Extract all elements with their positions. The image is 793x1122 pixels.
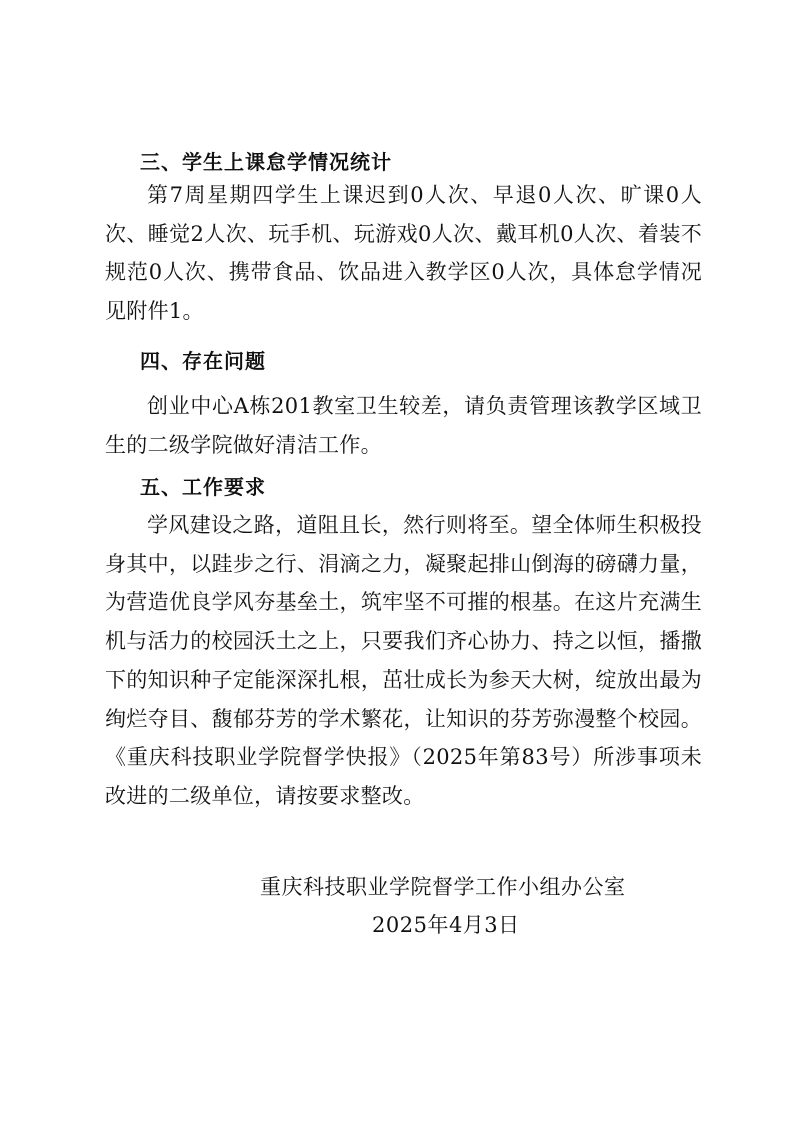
- section-heading-5: 五、工作要求: [140, 475, 266, 499]
- section-heading-3: 三、学生上课怠学情况统计: [140, 150, 392, 174]
- signature-organization: 重庆科技职业学院督学工作小组办公室: [260, 875, 626, 899]
- section-body-4: 创业中心A栋201教室卫生较差，请负责管理该教学区域卫生的二级学院做好清洁工作。: [105, 394, 702, 457]
- section-body-3: 第7周星期四学生上课迟到0人次、早退0人次、旷课0人次、睡觉2人次、玩手机、玩游戏0人次、戴耳机0人次、着装不规范0人次、携带食品、饮品进入教学区0人次，具体怠学情况见附件1。: [105, 183, 702, 324]
- signature-date: 2025年4月3日: [372, 913, 520, 937]
- section-heading-4: 四、存在问题: [140, 349, 266, 373]
- section-body-5: 学风建设之路，道阻且长，然行则将至。望全体师生积极投身其中，以跬步之行、涓滴之力，凝聚起排山倒海的磅礴力量，为营造优良学风夯基垒土，筑牢坚不可摧的根基。在这片充满生机与活力的校园沃土之上，只要我们齐心协力、持之以恒，播撒下的知识种子定能深深扎根，茁壮成长为参天大树，绽放出最为绚烂夺目、馥郁芬芳的学术繁花，让知识的芬芳弥漫整个校园。《重庆科技职业学院督学快报》（2025年第83号）所涉事项未改进的二级单位，请按要求整改。: [105, 513, 702, 808]
